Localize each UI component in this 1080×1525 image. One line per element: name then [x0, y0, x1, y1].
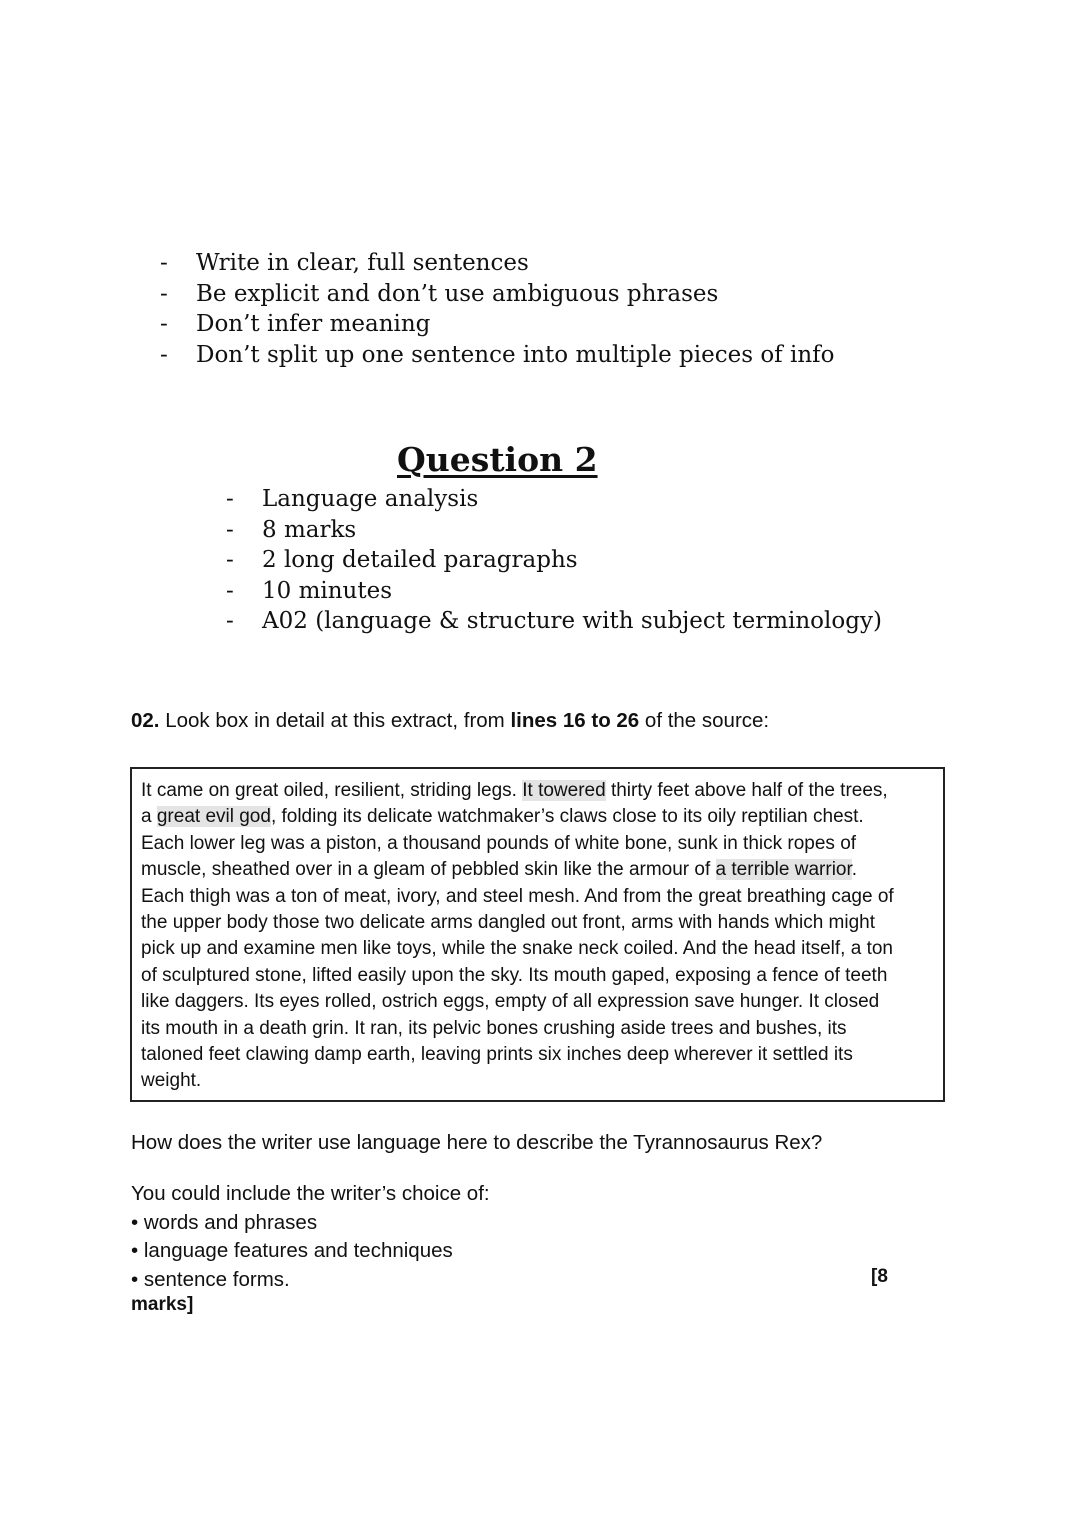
- list-item-text: Don’t split up one sentence into multiple pieces of info: [196, 341, 835, 368]
- list-item-text: Be explicit and don’t use ambiguous phrases: [196, 280, 719, 307]
- dash-bullet: -: [226, 608, 234, 635]
- extract-text: , folding its delicate watchmaker’s claws close to its oily reptilian chest.: [270, 806, 864, 828]
- source-extract-box: [130, 767, 945, 1102]
- highlighted-phrase: a terrible warrior: [715, 859, 852, 881]
- extract-line: [141, 857, 933, 883]
- extract-line: Each lower leg was a piston, a thousand pounds of white bone, sunk in thick ropes of: [141, 832, 857, 854]
- dash-bullet: -: [226, 577, 234, 604]
- question-number: 02.: [131, 709, 160, 732]
- extract-line: pick up and examine men like toys, while the snake neck coiled. And the head itself, a ton: [141, 938, 894, 960]
- highlighted-phrase: great evil god: [156, 806, 271, 828]
- list-item-text: Don’t infer meaning: [196, 311, 431, 338]
- extract-text: muscle, sheathed over in a gleam of pebbled skin like the armour of: [141, 859, 716, 881]
- extract-instruction: [131, 709, 769, 733]
- extract-text: .: [851, 859, 858, 881]
- question-2-heading: Question 2: [397, 440, 598, 479]
- marks-label-close: marks]: [131, 1294, 194, 1315]
- extract-line: of sculptured stone, lifted easily upon the sky. Its mouth gaped, exposing a fence of teeth: [141, 964, 888, 986]
- extract-line: [141, 804, 933, 830]
- dash-bullet: -: [160, 341, 168, 368]
- extract-line: its mouth in a death grin. It ran, its pelvic bones crushing aside trees and bushes, its: [141, 1017, 847, 1039]
- instruction-text-after: of the source:: [639, 709, 770, 732]
- list-item-text: 8 marks: [262, 516, 357, 543]
- dash-bullet: -: [226, 486, 234, 512]
- extract-text: thirty feet above half of the trees,: [605, 780, 888, 801]
- list-item: [160, 248, 835, 279]
- guidance-bullet: • language features and techniques: [131, 1239, 453, 1263]
- extract-line: [141, 778, 933, 804]
- list-item-text: Language analysis: [262, 486, 479, 512]
- extract-line: like daggers. Its eyes rolled, ostrich eggs, empty of all expression save hunger. It closed: [141, 991, 880, 1013]
- list-item: [226, 484, 882, 515]
- list-item: [226, 576, 882, 607]
- dash-bullet: -: [160, 280, 168, 307]
- instruction-text-before: Look box in detail at this extract, from: [159, 709, 511, 732]
- guidance-bullet: • words and phrases: [131, 1210, 318, 1234]
- highlighted-phrase: It towered: [522, 780, 606, 801]
- list-item-text: 10 minutes: [262, 577, 393, 604]
- list-item: [226, 545, 882, 576]
- list-item: [226, 606, 882, 637]
- writing-tips-list: [160, 248, 835, 370]
- list-item: [160, 340, 835, 371]
- extract-line: the upper body those two delicate arms dangled out front, arms with hands which might: [141, 911, 876, 933]
- dash-bullet: -: [226, 516, 234, 543]
- extract-text: It came on great oiled, resilient, striding legs.: [141, 780, 523, 801]
- extract-line: Each thigh was a ton of meat, ivory, and steel mesh. And from the great breathing cage of: [141, 885, 894, 907]
- dash-bullet: -: [160, 250, 168, 276]
- list-item: [160, 279, 835, 310]
- list-item: [226, 515, 882, 546]
- guidance-bullet: • sentence forms.: [131, 1267, 290, 1291]
- question-2-details-list: [226, 484, 882, 637]
- line-range: lines 16 to 26: [510, 709, 640, 732]
- list-item-text: 2 long detailed paragraphs: [262, 547, 578, 574]
- list-item: [160, 309, 835, 340]
- extract-line: weight.: [141, 1070, 202, 1092]
- dash-bullet: -: [160, 311, 168, 338]
- guidance-intro: You could include the writer’s choice of:: [131, 1182, 490, 1205]
- answer-guidance: [131, 1180, 490, 1294]
- extract-line: taloned feet clawing damp earth, leaving prints six inches deep wherever it settled its: [141, 1043, 853, 1065]
- question-prompt: How does the writer use language here to describe the Tyrannosaurus Rex?: [131, 1131, 823, 1154]
- marks-label-open: [8: [871, 1266, 888, 1287]
- dash-bullet: -: [226, 547, 234, 574]
- list-item-text: A02 (language & structure with subject terminology): [262, 608, 882, 635]
- extract-text: a: [141, 806, 157, 828]
- list-item-text: Write in clear, full sentences: [196, 250, 529, 276]
